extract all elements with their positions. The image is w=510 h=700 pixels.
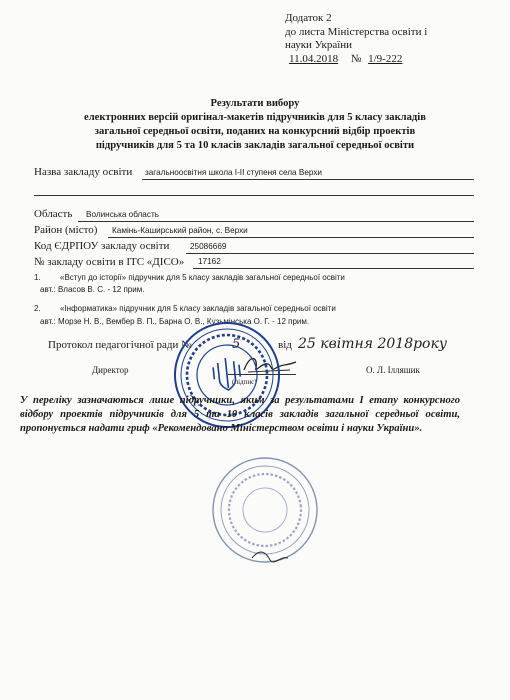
item-number: 1.	[34, 273, 41, 282]
protocol-text: Протокол педагогічної ради №	[48, 339, 192, 351]
item-title: «Вступ до історії» підручник для 5 класу закладів загальної середньої освіти	[60, 273, 345, 282]
annex-date: 11.04.2018	[289, 52, 339, 65]
annex-number: 1/9-222	[368, 52, 403, 65]
protocol-date-handwritten: 25 квітня 2018року	[298, 336, 447, 352]
district-label: Район (місто)	[34, 224, 98, 236]
title-line-3: загальної середньої освіти, поданих на конкурсний відбір проектів	[94, 126, 416, 137]
signature-name: О. Л. Ілляшик	[366, 365, 420, 375]
annex-line-2: до листа Міністерства освіти і	[285, 25, 428, 38]
blank-line-1	[34, 195, 474, 196]
edrpou-value: 25086669	[190, 242, 227, 251]
lower-stamp	[190, 430, 340, 590]
its-value: 17162	[198, 257, 221, 266]
edrpou-line	[186, 253, 474, 254]
region-label: Область	[34, 208, 73, 220]
title-line-2: електронних версій оригінал-макетів підручників для 5 класу закладів	[84, 112, 426, 123]
region-line	[78, 221, 474, 222]
institution-value: загальноосвітня школа І-ІІ ступеня села Верхи	[145, 168, 322, 177]
edrpou-label: Код ЄДРПОУ закладу освіти	[34, 240, 170, 252]
item-title: «Інформатика» підручник для 5 класу закладів загальної середньої освіти	[60, 304, 336, 313]
institution-label: Назва закладу освіти	[34, 166, 133, 178]
protocol-number: 5	[232, 337, 241, 352]
district-line	[108, 237, 474, 238]
item-number: 2.	[34, 304, 41, 313]
annex-number-sign: №	[350, 52, 362, 65]
region-value: Волинська область	[86, 210, 159, 219]
item-authors: авт.: Власов В. С. - 12 прим.	[40, 285, 145, 294]
footnote: У переліку зазначаються лише підручники, яким за результатами І етапу конкурсного відбору проектів підручників для 5 та 10 класів закладів загальної середньої освіти, пропонується надати гриф «Рекомендовано Міністерством освіти і науки України».	[20, 395, 460, 434]
signature-role: Директор	[92, 365, 129, 375]
its-label: № закладу освіти в ІТС «ДІСО»	[34, 256, 185, 268]
annex-line-1: Додаток 2	[285, 12, 332, 24]
title-line-1: Результати вибору	[210, 98, 300, 109]
annex-block	[285, 12, 427, 66]
its-line	[193, 268, 474, 269]
title-line-4: підручників для 5 та 10 класів закладів загальної середньої освіти	[95, 140, 415, 151]
annex-line-3: науки України	[285, 39, 353, 51]
signature-hint: (підпис)	[232, 378, 257, 386]
item-authors: авт.: Морзе Н. В., Вембер В. П., Барна О. В., Кузьмінська О. Г. - 12 прим.	[40, 317, 310, 326]
district-value: Камінь-Каширський район, с. Верхи	[112, 226, 248, 235]
protocol-from: від	[278, 339, 292, 351]
annex-date-line	[285, 53, 427, 67]
institution-line	[142, 179, 474, 180]
